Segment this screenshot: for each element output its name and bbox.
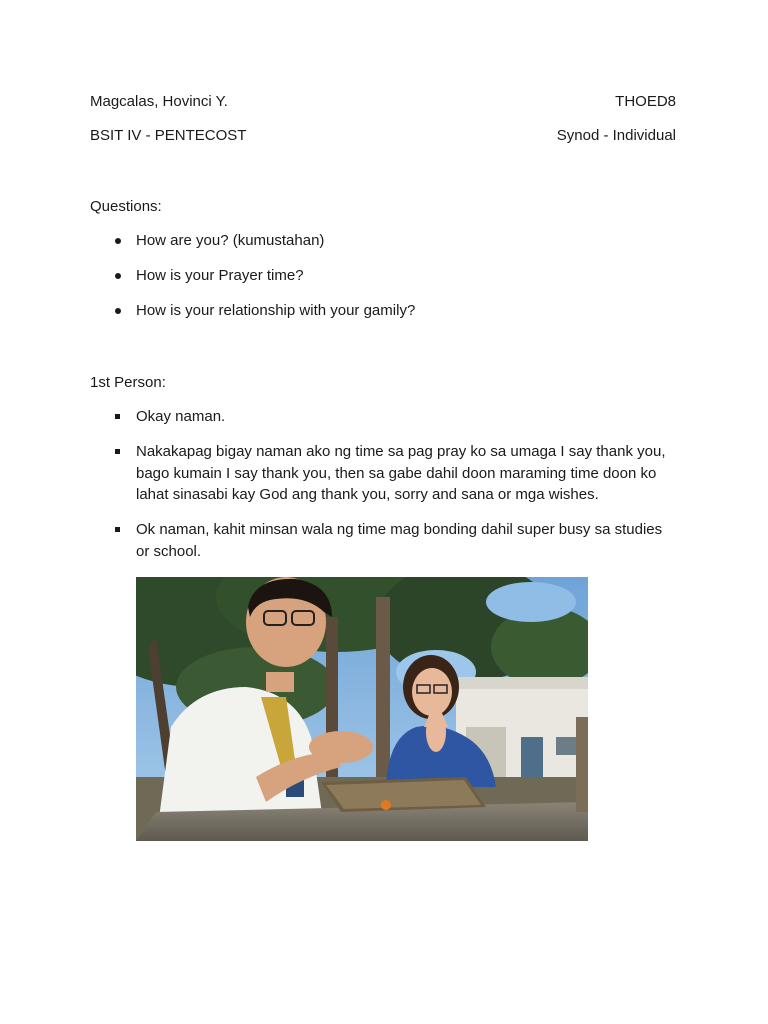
bullet-disc-icon (115, 273, 121, 279)
answer-text: Nakakapag bigay naman ako ng time sa pag pray ko sa umaga I say thank you, bago kumain I say thank you, then sa gabe dahil doon maraming time doon ko lahat sinasabi kay God ang thank you, sorry and sana or mga wishes. (136, 443, 666, 503)
student-name: Magcalas, Hovinci Y. (90, 93, 228, 110)
question-item (90, 300, 690, 322)
bullet-disc-icon (115, 238, 121, 244)
answer-text: Okay naman. (136, 408, 226, 425)
question-text: How is your Prayer time? (136, 267, 304, 284)
activity-type: Synod - Individual (556, 127, 676, 144)
answer-item (90, 519, 676, 562)
person-heading: 1st Person: (90, 374, 166, 391)
bullet-disc-icon (115, 308, 121, 314)
question-item (90, 265, 690, 287)
answer-item (90, 441, 676, 506)
bullet-square-icon (115, 414, 120, 419)
question-text: How is your relationship with your gamily? (136, 302, 416, 319)
questions-heading: Questions: (90, 198, 162, 215)
answers-list (90, 406, 690, 576)
course-code: THOED8 (615, 93, 676, 110)
student-section: BSIT IV - PENTECOST (90, 127, 247, 144)
question-text: How are you? (kumustahan) (136, 232, 325, 249)
question-item (90, 230, 690, 252)
questions-list (90, 230, 690, 335)
answer-item (90, 406, 690, 428)
interview-photo (136, 577, 588, 841)
answer-text: Ok naman, kahit minsan wala ng time mag bonding dahil super busy sa studies or school. (136, 521, 663, 560)
bullet-square-icon (115, 527, 120, 532)
bullet-square-icon (115, 449, 120, 454)
